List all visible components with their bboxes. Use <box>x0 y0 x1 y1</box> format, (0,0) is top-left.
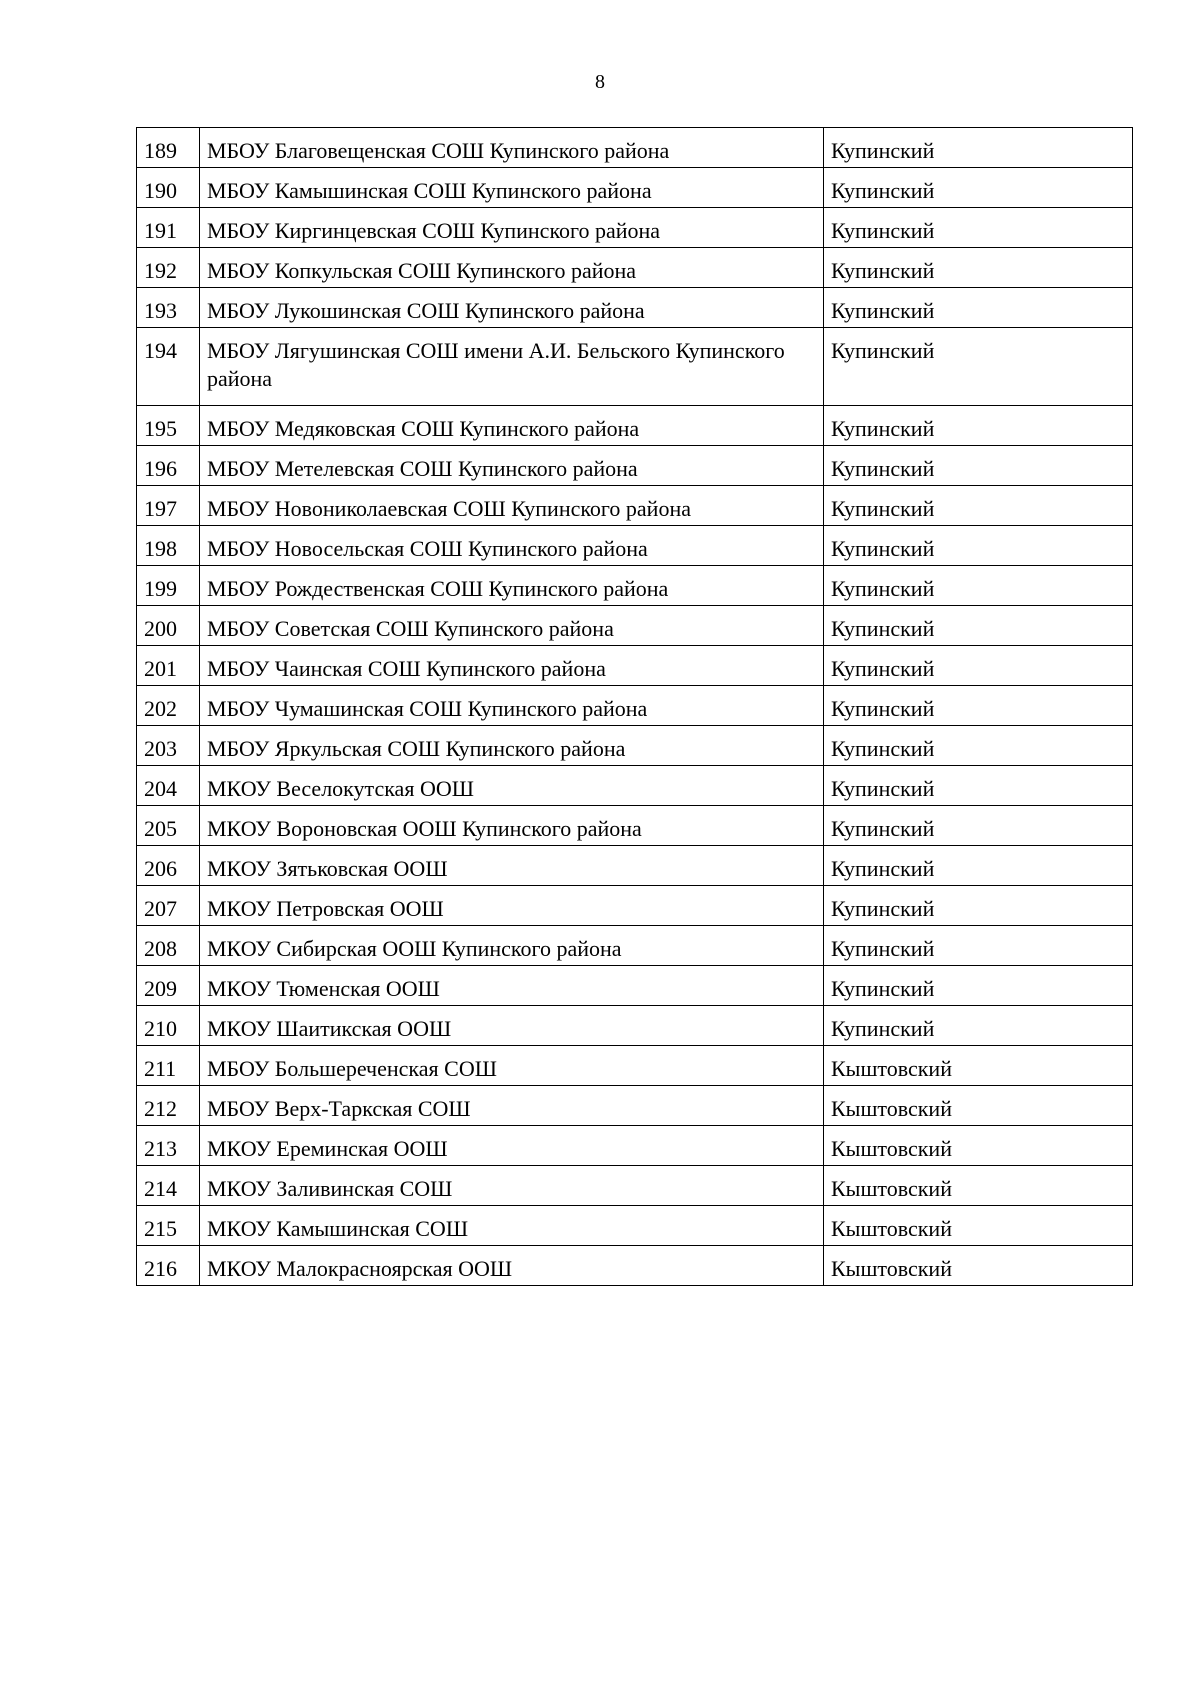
district-cell: Купинский <box>824 926 1133 966</box>
row-number-cell: 216 <box>137 1246 200 1286</box>
row-number-cell: 202 <box>137 686 200 726</box>
school-name-cell: МБОУ Яркульская СОШ Купинского района <box>200 726 824 766</box>
district-cell: Купинский <box>824 886 1133 926</box>
district-cell: Купинский <box>824 606 1133 646</box>
district-cell: Кыштовский <box>824 1206 1133 1246</box>
table-row <box>137 926 1133 966</box>
row-number-cell: 209 <box>137 966 200 1006</box>
table-row <box>137 168 1133 208</box>
row-number-cell: 214 <box>137 1166 200 1206</box>
district-cell: Купинский <box>824 406 1133 446</box>
school-name-cell: МБОУ Лягушинская СОШ имени А.И. Бельского Купинского района <box>200 328 824 406</box>
school-name-cell: МБОУ Верх-Таркская СОШ <box>200 1086 824 1126</box>
row-number-cell: 194 <box>137 328 200 406</box>
district-cell: Купинский <box>824 846 1133 886</box>
district-cell: Купинский <box>824 726 1133 766</box>
table-row <box>137 1086 1133 1126</box>
table-row <box>137 1126 1133 1166</box>
table-row <box>137 1246 1133 1286</box>
school-name-cell: МБОУ Чумашинская СОШ Купинского района <box>200 686 824 726</box>
district-cell: Купинский <box>824 128 1133 168</box>
district-cell: Купинский <box>824 248 1133 288</box>
school-name-cell: МБОУ Благовещенская СОШ Купинского района <box>200 128 824 168</box>
table-row <box>137 806 1133 846</box>
table-row <box>137 846 1133 886</box>
row-number-cell: 200 <box>137 606 200 646</box>
school-name-cell: МКОУ Шаитикская ООШ <box>200 1006 824 1046</box>
table-row <box>137 886 1133 926</box>
table-row <box>137 1166 1133 1206</box>
row-number-cell: 210 <box>137 1006 200 1046</box>
district-cell: Купинский <box>824 446 1133 486</box>
row-number-cell: 207 <box>137 886 200 926</box>
row-number-cell: 193 <box>137 288 200 328</box>
table-row <box>137 606 1133 646</box>
row-number-cell: 204 <box>137 766 200 806</box>
row-number-cell: 190 <box>137 168 200 208</box>
district-cell: Кыштовский <box>824 1166 1133 1206</box>
school-name-cell: МБОУ Большереченская СОШ <box>200 1046 824 1086</box>
school-name-cell: МКОУ Камышинская СОШ <box>200 1206 824 1246</box>
school-name-cell: МКОУ Петровская ООШ <box>200 886 824 926</box>
school-name-cell: МКОУ Вороновская ООШ Купинского района <box>200 806 824 846</box>
table-row <box>137 1006 1133 1046</box>
table-row <box>137 646 1133 686</box>
row-number-cell: 191 <box>137 208 200 248</box>
row-number-cell: 205 <box>137 806 200 846</box>
table-row <box>137 248 1133 288</box>
table-row <box>137 446 1133 486</box>
table-row <box>137 686 1133 726</box>
school-name-cell: МБОУ Метелевская СОШ Купинского района <box>200 446 824 486</box>
district-cell: Купинский <box>824 328 1133 406</box>
row-number-cell: 189 <box>137 128 200 168</box>
table-row <box>137 128 1133 168</box>
row-number-cell: 197 <box>137 486 200 526</box>
district-cell: Купинский <box>824 566 1133 606</box>
row-number-cell: 201 <box>137 646 200 686</box>
district-cell: Кыштовский <box>824 1046 1133 1086</box>
schools-table <box>136 127 1133 1286</box>
table-body <box>137 128 1133 1286</box>
row-number-cell: 195 <box>137 406 200 446</box>
table-row <box>137 766 1133 806</box>
school-name-cell: МБОУ Копкульская СОШ Купинского района <box>200 248 824 288</box>
school-name-cell: МКОУ Тюменская ООШ <box>200 966 824 1006</box>
school-name-cell: МБОУ Рождественская СОШ Купинского района <box>200 566 824 606</box>
row-number-cell: 213 <box>137 1126 200 1166</box>
table-row <box>137 566 1133 606</box>
row-number-cell: 196 <box>137 446 200 486</box>
district-cell: Купинский <box>824 168 1133 208</box>
district-cell: Кыштовский <box>824 1086 1133 1126</box>
school-name-cell: МКОУ Заливинская СОШ <box>200 1166 824 1206</box>
school-name-cell: МБОУ Новосельская СОШ Купинского района <box>200 526 824 566</box>
district-cell: Купинский <box>824 288 1133 328</box>
row-number-cell: 206 <box>137 846 200 886</box>
table-row <box>137 526 1133 566</box>
row-number-cell: 208 <box>137 926 200 966</box>
district-cell: Кыштовский <box>824 1246 1133 1286</box>
page-number: 8 <box>595 71 605 93</box>
district-cell: Купинский <box>824 486 1133 526</box>
row-number-cell: 192 <box>137 248 200 288</box>
table-row <box>137 406 1133 446</box>
row-number-cell: 199 <box>137 566 200 606</box>
school-name-cell: МКОУ Веселокутская ООШ <box>200 766 824 806</box>
district-cell: Купинский <box>824 646 1133 686</box>
school-name-cell: МБОУ Новониколаевская СОШ Купинского района <box>200 486 824 526</box>
district-cell: Купинский <box>824 208 1133 248</box>
row-number-cell: 212 <box>137 1086 200 1126</box>
school-name-cell: МКОУ Зятьковская ООШ <box>200 846 824 886</box>
table-row <box>137 208 1133 248</box>
district-cell: Купинский <box>824 526 1133 566</box>
school-name-cell: МКОУ Малокрасноярская ООШ <box>200 1246 824 1286</box>
row-number-cell: 203 <box>137 726 200 766</box>
district-cell: Кыштовский <box>824 1126 1133 1166</box>
school-name-cell: МБОУ Советская СОШ Купинского района <box>200 606 824 646</box>
table-row <box>137 726 1133 766</box>
school-name-cell: МБОУ Камышинская СОШ Купинского района <box>200 168 824 208</box>
district-cell: Купинский <box>824 966 1133 1006</box>
table-row <box>137 966 1133 1006</box>
row-number-cell: 215 <box>137 1206 200 1246</box>
district-cell: Купинский <box>824 1006 1133 1046</box>
school-name-cell: МКОУ Ереминская ООШ <box>200 1126 824 1166</box>
district-cell: Купинский <box>824 766 1133 806</box>
table-row <box>137 486 1133 526</box>
row-number-cell: 198 <box>137 526 200 566</box>
table-row <box>137 1046 1133 1086</box>
school-name-cell: МБОУ Киргинцевская СОШ Купинского района <box>200 208 824 248</box>
district-cell: Купинский <box>824 806 1133 846</box>
row-number-cell: 211 <box>137 1046 200 1086</box>
table-row <box>137 1206 1133 1246</box>
school-name-cell: МБОУ Медяковская СОШ Купинского района <box>200 406 824 446</box>
school-name-cell: МБОУ Чаинская СОШ Купинского района <box>200 646 824 686</box>
table-row <box>137 328 1133 406</box>
school-name-cell: МБОУ Лукошинская СОШ Купинского района <box>200 288 824 328</box>
district-cell: Купинский <box>824 686 1133 726</box>
table-row <box>137 288 1133 328</box>
school-name-cell: МКОУ Сибирская ООШ Купинского района <box>200 926 824 966</box>
